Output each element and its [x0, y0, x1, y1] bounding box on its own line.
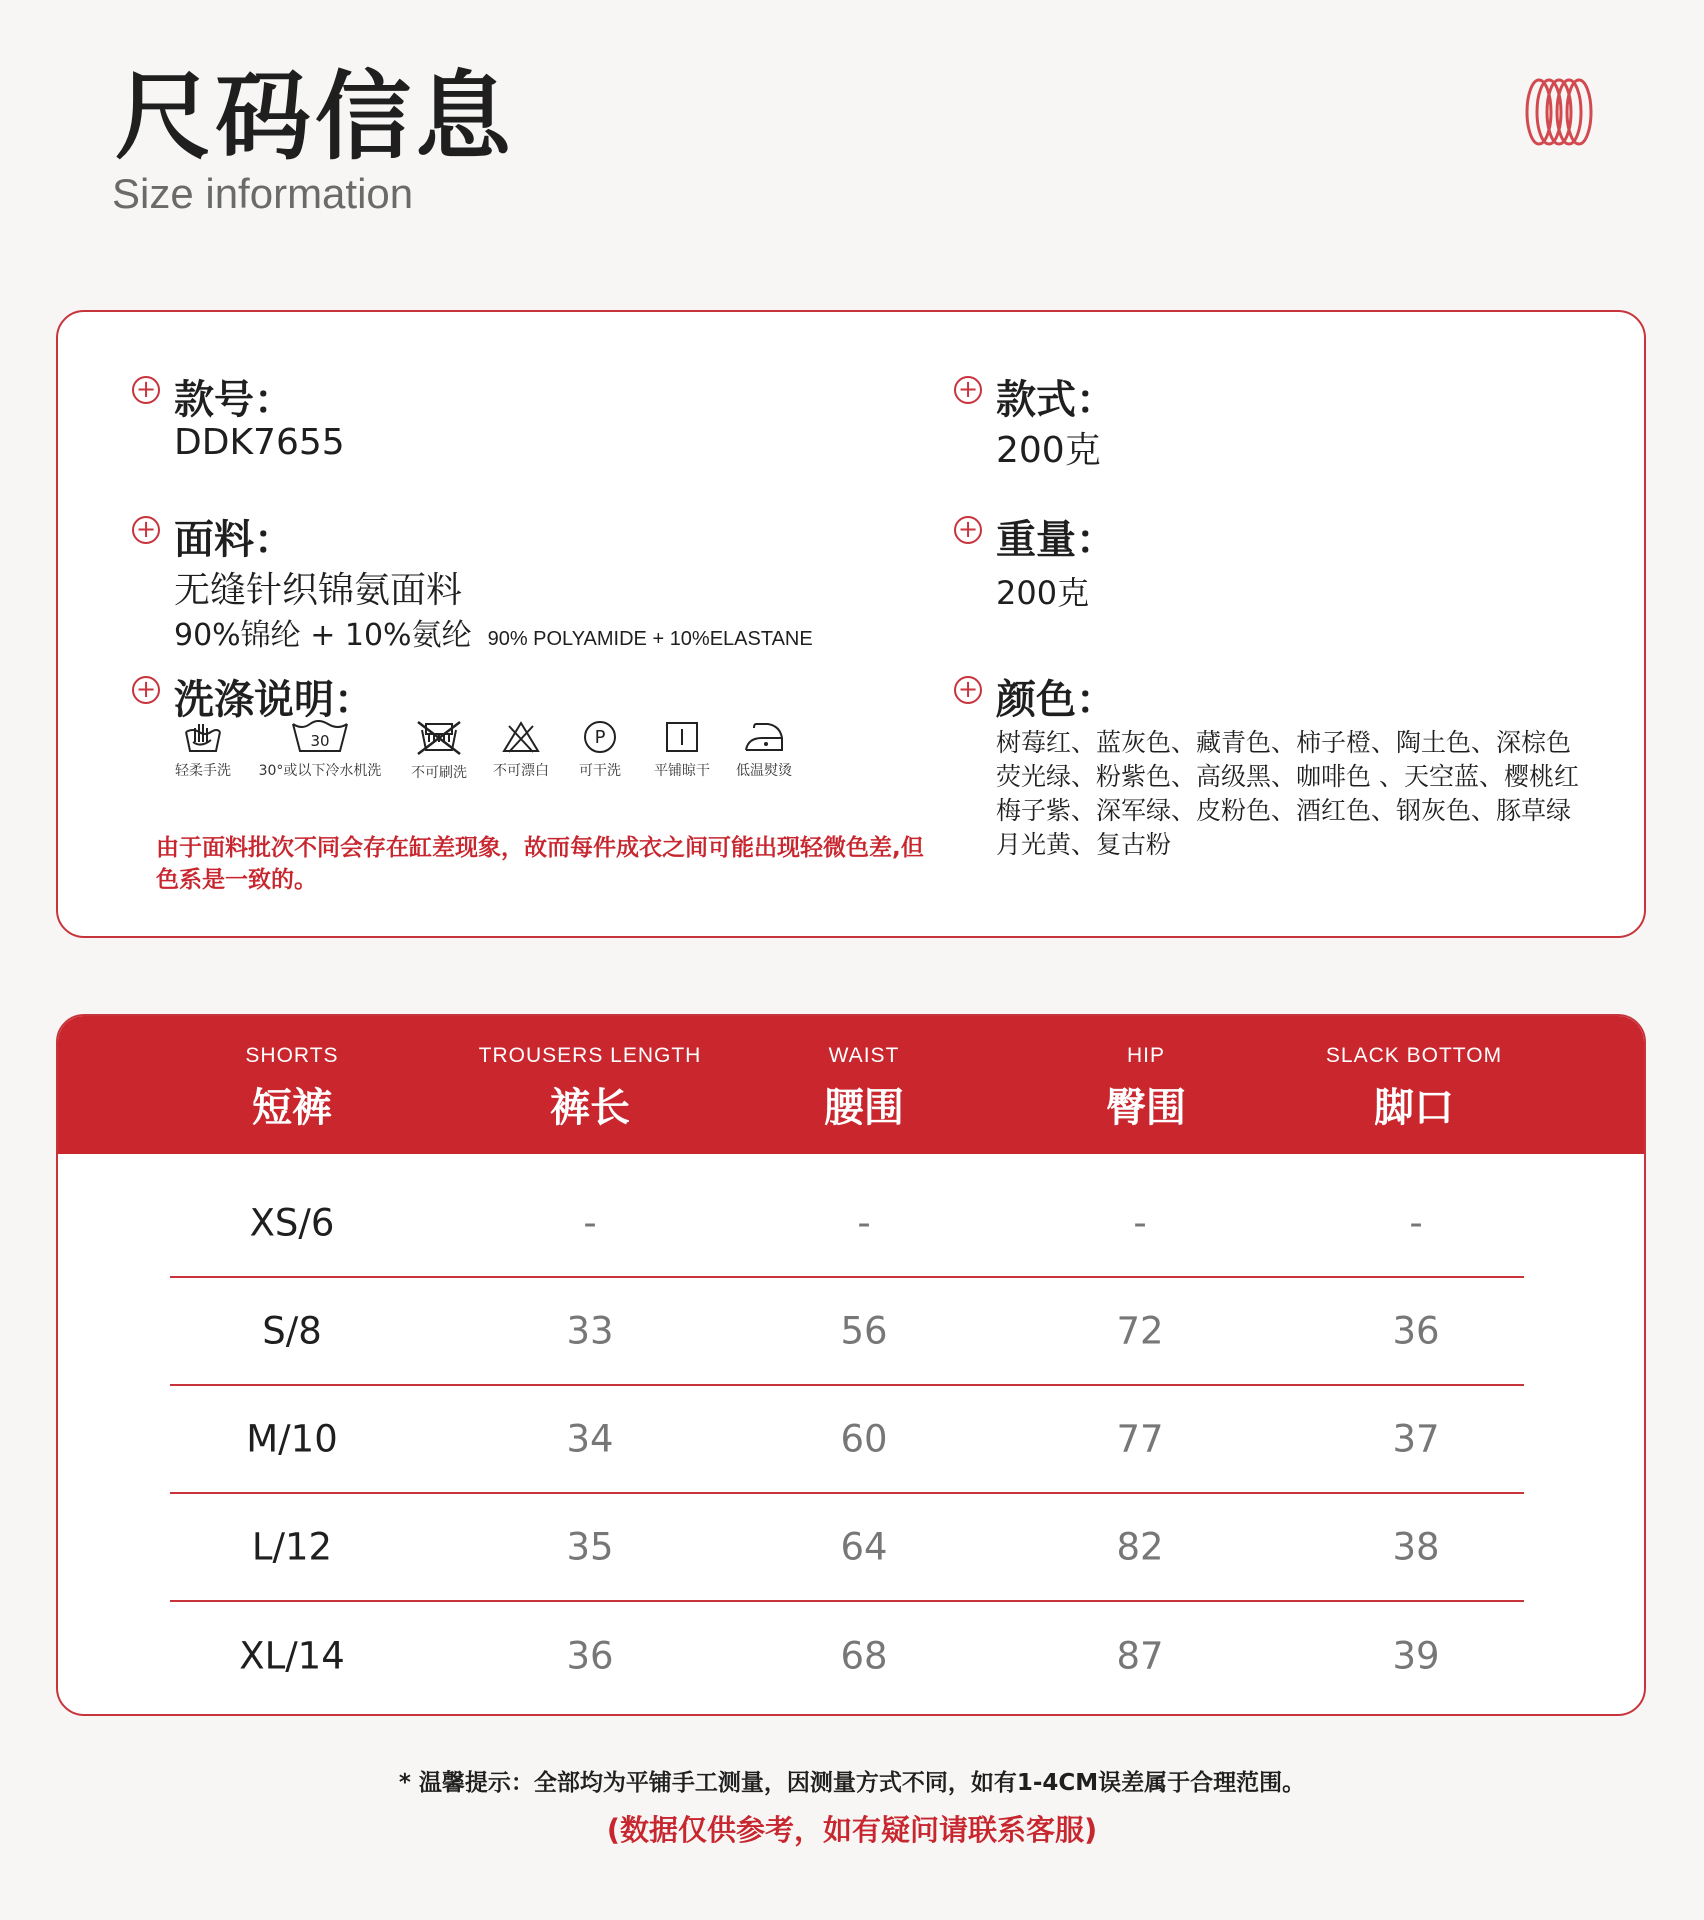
care-item-label: 低温熨烫 — [736, 763, 792, 779]
value-cell: 35 — [566, 1525, 614, 1569]
no-bleach-icon — [501, 720, 541, 754]
size-table-header — [58, 1016, 1644, 1154]
care-item — [250, 720, 390, 780]
value-cell: 56 — [840, 1309, 888, 1353]
value-cell: 36 — [566, 1634, 614, 1678]
value-cell: 39 — [1392, 1634, 1440, 1678]
column-header-en: WAIST — [828, 1044, 900, 1067]
column-header-cn: 裤长 — [549, 1085, 630, 1131]
value-cell: - — [857, 1201, 871, 1245]
dry-clean-letter: P — [594, 727, 606, 748]
value-cell: 34 — [566, 1417, 614, 1461]
fabric-composition-en: 90% POLYAMIDE + 10%ELASTANE — [487, 628, 813, 650]
value-cell: 77 — [1116, 1417, 1164, 1461]
column-header-cn: 短裤 — [251, 1085, 332, 1131]
value-cell: 60 — [840, 1417, 888, 1461]
wash-temperature: 30 — [310, 732, 330, 750]
fabric-value: 无缝针织锦氨面料 — [174, 570, 463, 611]
measurement-tip: * 温馨提示：全部均为平铺手工测量，因测量方式不同，如有1-4CM误差属于合理范围。 — [398, 1770, 1306, 1796]
color-list-line: 树莓红、蓝灰色、藏青色、柿子橙、陶土色、深棕色 — [996, 728, 1572, 757]
value-cell: 87 — [1116, 1634, 1164, 1678]
size-cell: M/10 — [246, 1417, 338, 1461]
care-item-label: 平铺晾干 — [654, 763, 710, 779]
care-item-label: 不可漂白 — [493, 763, 549, 779]
care-item — [486, 720, 556, 780]
column-header-slack-bottom — [1326, 1044, 1502, 1133]
table-row — [170, 1494, 1524, 1602]
column-header-cn: 臀围 — [1106, 1085, 1186, 1131]
color-difference-warning: 由于面料批次不同会存在缸差现象，故而每件成衣之间可能出现轻微色差,但色系是一致的。 — [156, 835, 924, 893]
care-item — [404, 720, 474, 782]
page-subtitle: Size information — [112, 170, 414, 217]
size-cell: L/12 — [251, 1525, 333, 1569]
value-cell: 37 — [1392, 1417, 1440, 1461]
value-cell: 36 — [1392, 1309, 1440, 1353]
care-item-label: 轻柔手洗 — [175, 763, 231, 779]
low-iron-icon — [742, 720, 786, 754]
fabric-composition — [174, 610, 813, 654]
plus-circle-icon: + — [132, 516, 160, 544]
care-label: 洗涤说明： — [174, 677, 374, 723]
color-list-line: 荧光绿、粉紫色、高级黑、咖啡色 、天空蓝、樱桃红 — [996, 762, 1579, 791]
value-cell: 38 — [1392, 1525, 1440, 1569]
color-list-line: 月光黄、复古粉 — [996, 830, 1172, 859]
column-header-en: TROUSERS LENGTH — [478, 1044, 702, 1067]
page-title: 尺码信息 — [115, 61, 515, 173]
weight-value: 200克 — [996, 574, 1090, 612]
care-item — [168, 720, 238, 780]
plus-circle-icon: + — [954, 516, 982, 544]
care-item — [642, 720, 722, 780]
fabric-composition-cn: 90%锦纶 + 10%氨纶 — [174, 618, 472, 653]
plus-circle-icon: + — [132, 676, 160, 704]
table-row — [170, 1170, 1524, 1278]
style-number-label: 款号： — [174, 377, 294, 423]
value-cell: 33 — [566, 1309, 614, 1353]
reference-note: (数据仅供参考，如有疑问请联系客服) — [606, 1813, 1098, 1847]
value-cell: - — [583, 1201, 597, 1245]
product-info-card — [56, 310, 1646, 938]
size-cell: XL/14 — [239, 1634, 345, 1678]
plus-circle-icon: + — [954, 676, 982, 704]
dry-clean-icon — [582, 720, 618, 754]
size-table — [56, 1014, 1646, 1716]
table-row — [170, 1386, 1524, 1494]
table-row — [170, 1602, 1524, 1710]
machine-wash-30-icon — [290, 720, 350, 754]
column-header-cn: 腰围 — [824, 1085, 904, 1131]
plus-circle-icon: + — [954, 376, 982, 404]
column-header-shorts — [245, 1044, 338, 1133]
care-item — [728, 720, 800, 780]
style-number-value: DDK7655 — [174, 422, 345, 463]
weight-label: 重量： — [996, 517, 1116, 563]
column-header-hip — [1106, 1044, 1186, 1133]
size-cell: XS/6 — [249, 1201, 335, 1245]
column-header-en: SHORTS — [245, 1044, 339, 1067]
care-item — [568, 720, 632, 780]
value-cell: 64 — [840, 1525, 888, 1569]
no-brush-wash-icon — [414, 720, 464, 756]
style-label: 款式： — [996, 377, 1116, 423]
column-header-trousers-length — [479, 1044, 702, 1133]
column-header-en: HIP — [1126, 1044, 1165, 1067]
value-cell: - — [1409, 1201, 1423, 1245]
flat-dry-icon — [664, 720, 700, 754]
care-item-label: 30°或以下冷水机洗 — [258, 763, 382, 779]
care-icons-row — [168, 720, 808, 790]
style-value: 200克 — [996, 430, 1101, 471]
value-cell: 82 — [1116, 1525, 1164, 1569]
fabric-label: 面料： — [174, 517, 294, 563]
value-cell: 72 — [1116, 1309, 1164, 1353]
color-list-line: 梅子紫、深军绿、皮粉色、酒红色、钢灰色、豚草绿 — [996, 796, 1572, 825]
care-item-label: 可干洗 — [579, 763, 621, 779]
color-list — [996, 726, 1636, 862]
column-header-cn: 脚口 — [1374, 1085, 1454, 1131]
color-label: 颜色： — [996, 677, 1116, 723]
plus-circle-icon: + — [132, 376, 160, 404]
care-item-label: 不可刷洗 — [411, 765, 467, 781]
column-header-en: SLACK BOTTOM — [1325, 1044, 1503, 1067]
value-cell: 68 — [840, 1634, 888, 1678]
hand-wash-icon — [181, 720, 225, 754]
value-cell: - — [1133, 1201, 1147, 1245]
interlocking-rings-icon — [1524, 76, 1594, 148]
size-cell: S/8 — [262, 1309, 322, 1353]
table-row — [170, 1278, 1524, 1386]
column-header-waist — [824, 1044, 904, 1133]
